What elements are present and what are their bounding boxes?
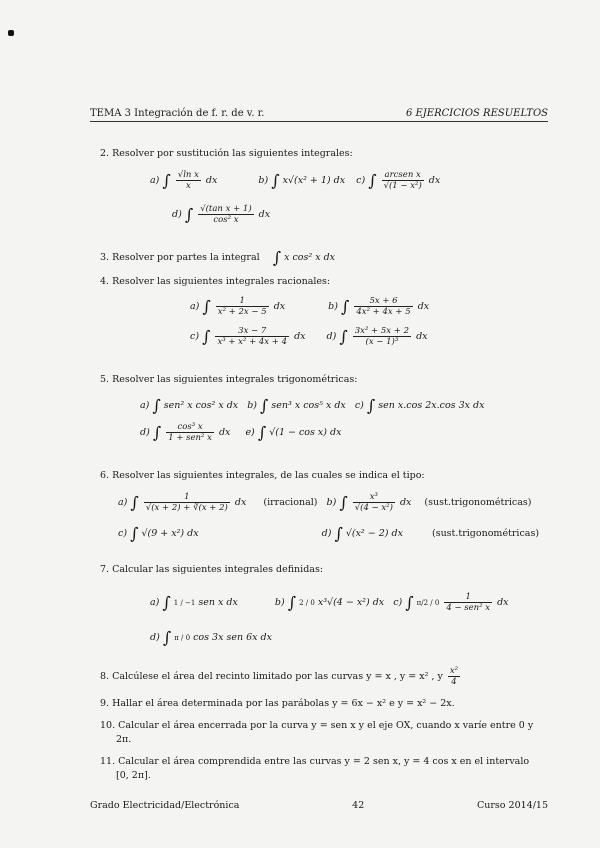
label-2a: a)	[150, 175, 160, 186]
label-5b: b)	[247, 400, 257, 411]
integral-sign: ∫	[341, 297, 350, 316]
expr-7b: x³√(4 − x²) dx	[317, 597, 385, 608]
expr-5c: sen x.cos 2x.cos 3x dx	[378, 400, 485, 411]
integral-sign: ∫	[130, 493, 139, 512]
numerator: cos³ x	[166, 422, 214, 433]
exercise-5-de	[140, 422, 341, 443]
expr-5b: sen³ x cos⁵ x dx	[271, 400, 346, 411]
fraction-2d	[198, 204, 253, 225]
label-6d: d)	[321, 528, 332, 539]
label-6c: c)	[118, 528, 128, 539]
dx: dx	[428, 175, 441, 186]
integral-sign: ∫	[287, 593, 297, 612]
dx: dx	[218, 427, 231, 438]
integral-sign: ∫	[339, 327, 348, 346]
dx: dx	[234, 497, 247, 508]
label-7d: d)	[150, 632, 160, 643]
footer-right: Curso 2014/15	[476, 800, 548, 811]
exercise-4-title: 4. Resolver las siguientes integrales racionales:	[100, 276, 331, 287]
label-7b: b)	[274, 597, 285, 608]
numerator: √(tan x + 1)	[200, 204, 252, 214]
denominator: x	[185, 181, 191, 191]
fraction-2c	[382, 170, 424, 191]
exercise-8	[100, 666, 462, 687]
fraction-4d	[353, 326, 411, 347]
denominator: x³ + x² + 4x + 4	[217, 337, 288, 347]
dx: dx	[417, 301, 430, 312]
integral-sign: ∫	[152, 396, 161, 415]
fraction-4a	[216, 296, 269, 317]
integral-sign: ∫	[202, 327, 211, 346]
exercise-6-cd	[118, 524, 539, 543]
dx: dx	[416, 331, 428, 342]
exercise-3-title: 3. Resolver por partes la integral	[100, 252, 260, 263]
label-2b: b)	[258, 175, 269, 186]
integral-sign: ∫	[152, 423, 162, 442]
label-5a: a)	[140, 400, 150, 411]
numerator: 1	[144, 492, 230, 503]
integral-sign: ∫	[334, 524, 343, 543]
label-7c: c)	[393, 597, 403, 608]
integral-sign: ∫	[257, 423, 267, 442]
expr-6d: √(x² − 2) dx	[345, 528, 403, 539]
exercise-5-title: 5. Resolver las siguientes integrales trigonométricas:	[100, 374, 358, 385]
numerator: 3x − 7	[215, 326, 289, 337]
numerator: √ln x	[177, 170, 199, 180]
integral-sign: ∫	[162, 171, 171, 190]
fraction-6b	[353, 492, 395, 513]
integral-sign: ∫	[271, 171, 280, 190]
exercise-9: 9. Hallar el área determinada por las parábolas y = 6x − x² e y = x² − 2x.	[100, 698, 455, 709]
type-6d: (sust.trigonométricas)	[431, 528, 540, 539]
integral-sign: ∫	[162, 628, 172, 647]
denominator: √(4 − x²)	[354, 503, 393, 513]
label-4a: a)	[190, 301, 200, 312]
numerator: x²	[449, 666, 459, 676]
expr-7d: cos 3x sen 6x dx	[193, 632, 272, 643]
type-6b: (sust.trigonométricas)	[424, 497, 532, 508]
footer-left: Grado Electricidad/Electrónica	[90, 800, 240, 811]
integral-sign: ∫	[339, 493, 348, 512]
exercise-11-line2: [0, 2π].	[116, 770, 151, 781]
label-2d: d)	[172, 209, 182, 220]
label-4b: b)	[328, 301, 338, 312]
footer-page-number: 42	[352, 800, 365, 811]
denominator: 4	[451, 677, 457, 687]
dx: dx	[497, 597, 509, 608]
exercise-7-title: 7. Calcular las siguientes integrales definidas:	[100, 564, 324, 575]
exercise-2-title: 2. Resolver por sustitución las siguientes integrales:	[100, 148, 353, 159]
exercise-5-abc	[140, 396, 484, 415]
dx: dx	[399, 497, 412, 508]
numerator: 3x² + 5x + 2	[354, 326, 410, 336]
denominator: 4x² + 4x + 5	[356, 307, 411, 317]
fraction-4c	[215, 326, 289, 347]
exercise-7-abc	[150, 592, 509, 613]
numerator: x³	[353, 492, 395, 503]
integral-sign: ∫	[162, 593, 171, 612]
fraction-2a	[176, 170, 201, 191]
denominator: (x − 1)³	[365, 337, 399, 347]
numerator: 1	[216, 296, 269, 307]
header-right: 6 EJERCICIOS RESUELTOS	[405, 108, 548, 119]
integral-sign: ∫	[405, 593, 414, 612]
dx: dx	[258, 209, 271, 220]
label-6b: b)	[326, 497, 337, 508]
exercise-4-cd	[190, 326, 428, 347]
integral-sign: ∫	[184, 205, 194, 224]
numerator: 1	[444, 592, 492, 603]
exercise-4-ab	[190, 296, 429, 317]
expr-3: x cos² x dx	[284, 252, 336, 263]
integral-sign: ∫	[368, 171, 377, 190]
label-5d: d)	[140, 427, 150, 438]
exercise-10-line1: 10. Calcular el área encerrada por la curva y = sen x y el eje OX, cuando x varíe entre 0 y	[100, 720, 534, 731]
label-5e: e)	[245, 427, 255, 438]
limits-7a: 1 / −1	[173, 599, 196, 607]
denominator: x² + 2x − 5	[217, 307, 267, 317]
type-6a: (irracional)	[263, 497, 318, 508]
label-7a: a)	[150, 597, 160, 608]
integral-sign: ∫	[202, 297, 211, 316]
exercise-10-line2: 2π.	[116, 734, 132, 745]
dx: dx	[273, 301, 286, 312]
denominator: √(1 − x²)	[383, 181, 422, 191]
denominator: cos² x	[213, 215, 239, 225]
denominator: 4 − sen² x	[446, 603, 491, 613]
exercise-6-ab	[118, 492, 531, 513]
denominator: 1 + sen² x	[168, 433, 212, 443]
expr-6c: √(9 + x²) dx	[141, 528, 199, 539]
fraction-8	[448, 666, 460, 687]
exercise-6-title: 6. Resolver las siguientes integrales, de las cuales se indica el tipo:	[100, 470, 425, 481]
fraction-5d	[166, 422, 214, 443]
expr-5e: √(1 − cos x) dx	[269, 427, 342, 438]
integral-sign: ∫	[260, 396, 269, 415]
limits-7d: π / 0	[174, 634, 191, 642]
integral-sign: ∫	[272, 248, 282, 267]
label-4c: c)	[190, 331, 200, 342]
fraction-6a	[144, 492, 230, 513]
label-5c: c)	[354, 400, 364, 411]
label-4d: d)	[326, 331, 337, 342]
exercise-2-d	[172, 204, 270, 225]
limits-7c: π/2 / 0	[416, 599, 440, 607]
fraction-4b	[354, 296, 412, 317]
integral-sign: ∫	[366, 396, 376, 415]
expr-2b: x√(x² + 1) dx	[282, 175, 346, 186]
expr-7a: sen x dx	[198, 597, 238, 608]
exercise-8-text: 8. Calcúlese el área del recinto limitado por las curvas y = x , y = x² , y	[100, 671, 443, 682]
expr-5a: sen² x cos² x dx	[163, 400, 239, 411]
dx: dx	[294, 331, 306, 342]
integral-sign: ∫	[130, 524, 139, 543]
denominator: √(x + 2) + ∛(x + 2)	[145, 503, 228, 513]
fraction-7c	[444, 592, 492, 613]
scan-speck	[8, 30, 14, 36]
dx: dx	[205, 175, 218, 186]
exercise-3	[100, 248, 335, 267]
exercise-2-ab	[150, 170, 440, 191]
numerator: arcsen x	[382, 170, 424, 181]
label-2c: c)	[356, 175, 366, 186]
numerator: 5x + 6	[354, 296, 412, 307]
header-left: TEMA 3 Integración de f. r. de v. r.	[90, 108, 265, 119]
exercise-7-d	[150, 628, 272, 647]
exercise-11-line1: 11. Calcular el área comprendida entre las curvas y = 2 sen x, y = 4 cos x en el intervalo	[100, 756, 530, 767]
limits-7b: 2 / 0	[299, 599, 315, 607]
label-6a: a)	[118, 497, 128, 508]
page-footer	[90, 800, 548, 811]
page-header	[90, 108, 548, 122]
